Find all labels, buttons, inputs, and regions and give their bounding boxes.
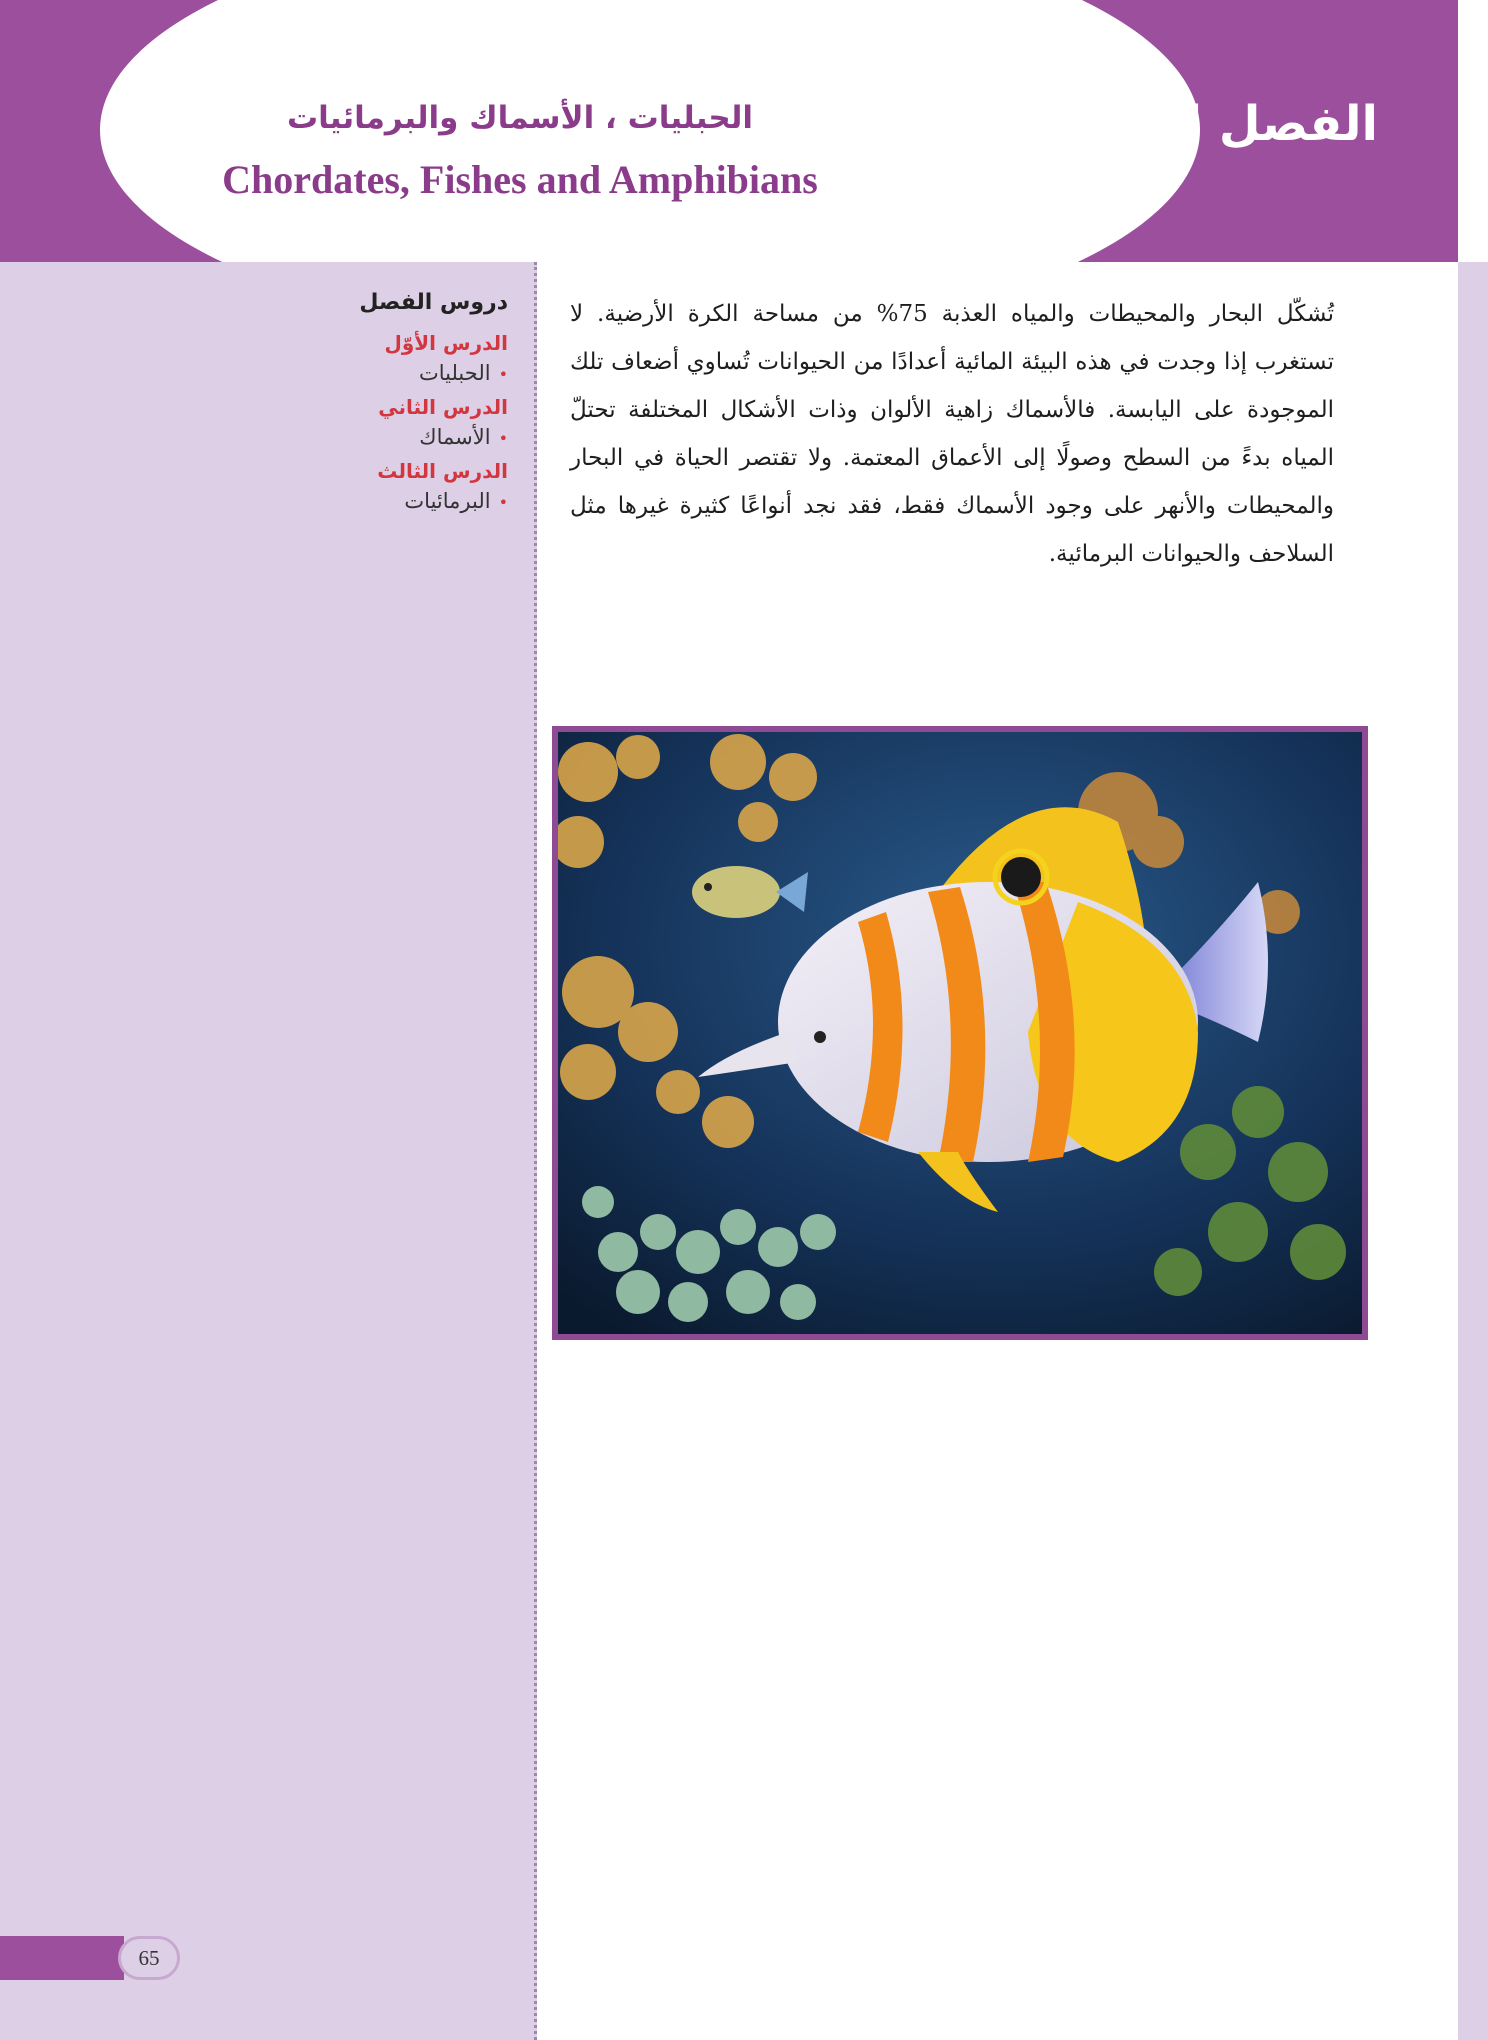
sidebar-heading: دروس الفصل	[359, 290, 508, 315]
chapter-title: الفصل الأوّل	[1078, 96, 1378, 152]
lessons-list	[208, 290, 508, 523]
bullet-icon: •	[498, 429, 508, 448]
lesson-1-title: الدرس الأوّل	[384, 331, 508, 355]
lesson-3-topic: البرمائيات	[404, 489, 491, 513]
lessons-sidebar	[0, 262, 537, 2040]
lesson-3-item	[208, 489, 508, 513]
intro-paragraph: تُشكّل البحار والمحيطات والمياه العذبة 75% من مساحة الكرة الأرضية. لا تستغرب إذا وجدت في هذه البيئة المائية أعدادًا من الحيوانات تُساوي أضعاف تلك الموجودة على اليابسة. فالأسماك زاهية الألوان وذات الأشكال المختلفة تحتلّ المياه بدءً من السطح وصولًا إلى الأعماق المعتمة. ولا تقتصر الحياة في البحار والمحيطات والأنهر على وجود الأسماك فقط، فقد نجد أنواعًا كثيرة غيرها مثل السلاحف والحيوانات البرمائية.	[570, 301, 1335, 567]
page-number-bar	[0, 1936, 124, 1980]
bullet-icon: •	[498, 365, 508, 384]
chapter-header-band	[0, 0, 1488, 262]
lesson-1-item	[208, 361, 508, 385]
bullet-icon: •	[498, 493, 508, 512]
chapter-subtitle-english: Chordates, Fishes and Amphibians	[222, 157, 818, 202]
butterflyfish-photo	[552, 726, 1368, 1340]
reef-fish-illustration	[558, 732, 1362, 1334]
lesson-2-item	[208, 425, 508, 449]
header-edge-strip	[1458, 0, 1488, 262]
lesson-1-topic: الحبليات	[418, 361, 491, 385]
lesson-2-topic: الأسماك	[419, 425, 491, 449]
page-edge-strip	[1458, 262, 1488, 2040]
page-number: 65	[118, 1936, 180, 1980]
lesson-3-title: الدرس الثالث	[377, 459, 508, 483]
chapter-subtitle-arabic: الحبليات ، الأسماك والبرمائيات	[287, 100, 753, 136]
lesson-2-title: الدرس الثاني	[378, 395, 508, 419]
